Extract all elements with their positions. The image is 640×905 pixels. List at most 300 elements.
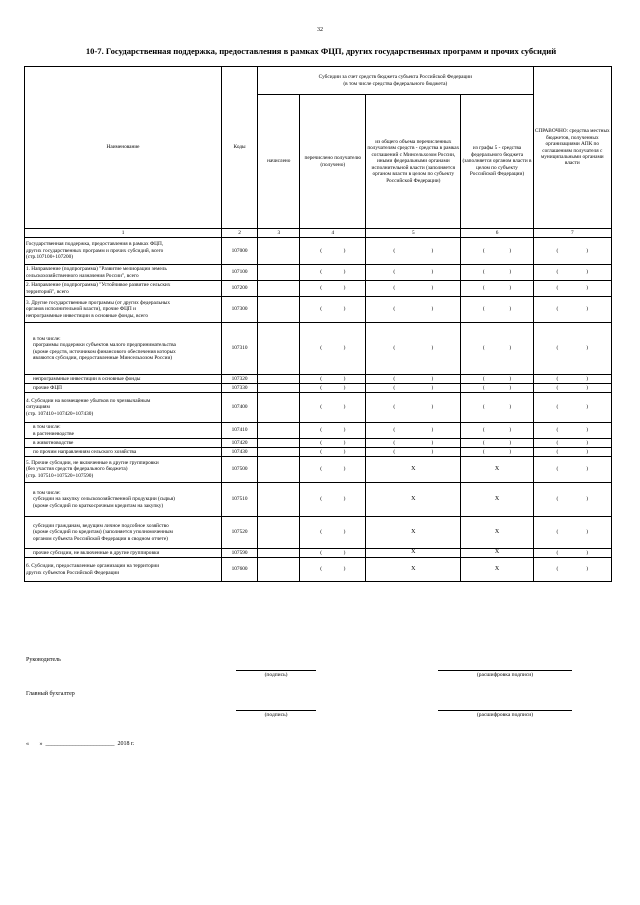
cell-accrued[interactable] xyxy=(258,265,300,281)
row-name xyxy=(25,549,222,558)
paren-open: ( xyxy=(482,345,485,352)
paren-close: ) xyxy=(343,285,346,292)
cell-col6[interactable] xyxy=(461,393,533,423)
row-name-line: в том числе: xyxy=(33,489,61,496)
paren-open: ( xyxy=(393,439,396,446)
paren-open: ( xyxy=(320,566,322,573)
cell-col5[interactable] xyxy=(366,423,461,439)
paren-open: ( xyxy=(482,375,485,382)
head-signature-caption: (подпись) xyxy=(264,672,288,678)
cell-transferred[interactable] xyxy=(300,448,366,457)
column-number-4: 4 xyxy=(300,229,366,238)
row-name-line: ситуациям xyxy=(26,404,50,411)
paren-open: ( xyxy=(320,466,322,473)
cell-col6: X xyxy=(461,549,533,558)
row-name xyxy=(25,483,222,517)
paren-open: ( xyxy=(320,384,322,391)
paren-open: ( xyxy=(482,247,485,254)
paren-close: ) xyxy=(586,566,589,573)
paren-close: ) xyxy=(343,529,346,536)
paren-open: ( xyxy=(393,306,396,313)
cell-col5: X xyxy=(366,558,461,582)
header-col6: из графы 5 - средства федерального бюджета (заполняется органом власти в целом по субъекту Российской Федерации) xyxy=(461,95,533,229)
row-name-line: Государственная поддержка, предоставления в рамках ФЦП, xyxy=(26,241,164,248)
accountant-decode-caption: (расшифровка подписи) xyxy=(476,712,534,718)
paren-close: ) xyxy=(509,269,512,276)
paren-open: ( xyxy=(556,566,559,573)
cell-col6[interactable] xyxy=(461,439,533,448)
paren-close: ) xyxy=(343,345,346,352)
row-name-line: (кроме субсидий по кредитам) (заполняется уполномоченным xyxy=(33,529,173,536)
paren-close: ) xyxy=(509,306,512,313)
cell-accrued[interactable] xyxy=(258,483,300,517)
row-name-line: сельскохозяйственного назначения России", всего xyxy=(26,272,139,279)
page-title: 10-7. Государственная поддержка, предоставления в рамках ФЦП, других государственных программ и прочих субсидий xyxy=(85,46,557,56)
row-code: 107590 xyxy=(222,549,258,558)
cell-col6[interactable] xyxy=(461,323,533,375)
paren-open: ( xyxy=(320,306,322,313)
head-signature-line xyxy=(236,670,316,671)
paren-close: ) xyxy=(431,285,434,292)
cell-accrued[interactable] xyxy=(258,439,300,448)
table-row xyxy=(25,375,612,384)
paren-open: ( xyxy=(393,448,396,455)
cell-col6: X xyxy=(461,517,533,549)
row-name xyxy=(25,517,222,549)
row-name-line: 6. Субсидии, предоставленные организации на территории xyxy=(26,563,160,570)
row-name xyxy=(25,448,222,457)
row-name xyxy=(25,281,222,297)
paren-open: ( xyxy=(482,427,485,434)
row-name-line: (кроме субсидий по краткосрочным кредитам на закупку) xyxy=(33,502,164,509)
cell-col6: X xyxy=(461,457,533,483)
cell-reference[interactable] xyxy=(533,483,611,517)
table-row xyxy=(25,238,612,265)
paren-close: ) xyxy=(586,247,589,254)
cell-transferred[interactable] xyxy=(300,323,366,375)
paren-open: ( xyxy=(393,269,396,276)
paren-close: ) xyxy=(431,439,434,446)
cell-reference[interactable] xyxy=(533,297,611,323)
paren-open: ( xyxy=(393,345,396,352)
paren-open: ( xyxy=(320,496,322,503)
cell-accrued[interactable] xyxy=(258,517,300,549)
row-code: 107000 xyxy=(222,238,258,265)
row-name-line: 5. Прочие субсидии, не включенные в другие группировки xyxy=(26,459,159,466)
table-row xyxy=(25,323,612,375)
cell-col6: X xyxy=(461,558,533,582)
accountant-label: Главный бухгалтер xyxy=(26,691,75,697)
cell-reference[interactable] xyxy=(533,457,611,483)
cell-col6[interactable] xyxy=(461,384,533,393)
cell-reference[interactable] xyxy=(533,448,611,457)
header-accrued: начислено xyxy=(258,95,300,229)
row-name-line: являются субсидии, предоставленные Минсельхозом России) xyxy=(33,354,173,361)
row-name xyxy=(25,439,222,448)
row-name-line: 2. Направление (подпрограмма) "Устойчивое развитие сельских xyxy=(26,282,171,289)
column-number-7: 7 xyxy=(533,229,611,238)
cell-accrued[interactable] xyxy=(258,448,300,457)
row-code: 107430 xyxy=(222,448,258,457)
table-row xyxy=(25,483,612,517)
cell-col6[interactable] xyxy=(461,297,533,323)
row-name-line: (стр. 107410+107420+107430) xyxy=(26,410,94,417)
paren-close: ) xyxy=(343,448,346,455)
paren-close: ) xyxy=(431,345,434,352)
row-name-line: в том числе: xyxy=(33,424,61,431)
paren-open: ( xyxy=(320,404,322,411)
header-reference: СПРАВОЧНО: средства местных бюджетов, полученных организациями АПК по соглашениям получателя с муниципальными органами власти xyxy=(533,67,611,229)
row-code: 107420 xyxy=(222,439,258,448)
paren-close: ) xyxy=(586,375,589,382)
table-row xyxy=(25,265,612,281)
paren-open: ( xyxy=(393,247,396,254)
head-decode-line xyxy=(438,670,572,671)
paren-open: ( xyxy=(556,404,559,411)
cell-col6[interactable] xyxy=(461,265,533,281)
paren-open: ( xyxy=(482,269,485,276)
paren-close: ) xyxy=(509,384,512,391)
row-name xyxy=(25,375,222,384)
row-name-line: 4. Субсидии на возмещение убытков по чрезвычайным xyxy=(26,397,151,404)
paren-close: ) xyxy=(586,549,589,556)
row-name-line: органов исполнительной власти), прочие ФЦП и xyxy=(26,306,136,313)
row-name xyxy=(25,265,222,281)
cell-col5[interactable] xyxy=(366,238,461,265)
paren-close: ) xyxy=(586,466,589,473)
paren-open: ( xyxy=(393,375,396,382)
cell-transferred[interactable] xyxy=(300,375,366,384)
row-name-line: (без участия средств федерального бюджета) xyxy=(26,466,128,473)
column-number-3: 3 xyxy=(258,229,300,238)
cell-transferred[interactable] xyxy=(300,238,366,265)
paren-close: ) xyxy=(431,448,434,455)
paren-open: ( xyxy=(320,439,322,446)
paren-close: ) xyxy=(343,496,346,503)
cell-accrued[interactable] xyxy=(258,375,300,384)
cell-col6: X xyxy=(461,483,533,517)
paren-close: ) xyxy=(431,247,434,254)
row-name-line: в том числе: xyxy=(33,335,61,342)
date-line: « » _______________________ 2018 г. xyxy=(26,741,135,747)
paren-open: ( xyxy=(320,285,322,292)
subsidies-table xyxy=(24,66,612,582)
paren-close: ) xyxy=(586,529,589,536)
row-name-line: 1. Направление (подпрограмма) "Развитие мелиорации земель xyxy=(26,266,167,273)
paren-open: ( xyxy=(556,496,559,503)
paren-close: ) xyxy=(509,375,512,382)
accountant-signature-line xyxy=(236,710,316,711)
paren-open: ( xyxy=(556,306,559,313)
paren-open: ( xyxy=(320,345,322,352)
row-name-line: субсидии на закупку сельскохозяйственной продукции (сырья) xyxy=(33,496,175,503)
row-name-line: других государственных программ и прочих субсидий, всего xyxy=(26,247,164,254)
row-code: 107310 xyxy=(222,323,258,375)
paren-close: ) xyxy=(509,345,512,352)
table-row xyxy=(25,297,612,323)
paren-close: ) xyxy=(431,269,434,276)
cell-reference[interactable] xyxy=(533,384,611,393)
row-name-line: непрограммные инвестиции в основные фонды, всего xyxy=(26,312,148,319)
cell-reference[interactable] xyxy=(533,281,611,297)
paren-close: ) xyxy=(431,375,434,382)
cell-reference[interactable] xyxy=(533,375,611,384)
row-name-line: других субъектов Российской Федерации xyxy=(26,569,120,576)
paren-close: ) xyxy=(343,439,346,446)
cell-accrued[interactable] xyxy=(258,549,300,558)
cell-accrued[interactable] xyxy=(258,457,300,483)
cell-col5[interactable] xyxy=(366,323,461,375)
table-row xyxy=(25,439,612,448)
cell-transferred[interactable] xyxy=(300,439,366,448)
paren-open: ( xyxy=(482,306,485,313)
cell-reference[interactable] xyxy=(533,439,611,448)
cell-col5[interactable] xyxy=(366,384,461,393)
paren-open: ( xyxy=(556,247,559,254)
cell-col6[interactable] xyxy=(461,423,533,439)
cell-col5: X xyxy=(366,483,461,517)
cell-col5: X xyxy=(366,517,461,549)
column-number-2: 2 xyxy=(222,229,258,238)
row-code: 107320 xyxy=(222,375,258,384)
cell-transferred[interactable] xyxy=(300,265,366,281)
paren-open: ( xyxy=(320,549,322,556)
row-name-line: прочие ФЦП xyxy=(33,384,63,391)
paren-open: ( xyxy=(393,427,396,434)
paren-open: ( xyxy=(482,285,485,292)
cell-col6[interactable] xyxy=(461,375,533,384)
cell-col5[interactable] xyxy=(366,297,461,323)
paren-close: ) xyxy=(509,448,512,455)
row-name-line: (стр.107100+107200) xyxy=(26,254,73,261)
cell-reference[interactable] xyxy=(533,558,611,582)
row-name-line: 3. Другие государственные программы (от других федеральных xyxy=(26,299,171,306)
cell-accrued[interactable] xyxy=(258,281,300,297)
row-name xyxy=(25,393,222,423)
paren-close: ) xyxy=(343,375,346,382)
header-name: Наименование xyxy=(25,67,222,229)
cell-accrued[interactable] xyxy=(258,384,300,393)
table-row xyxy=(25,384,612,393)
column-number-5: 5 xyxy=(366,229,461,238)
paren-close: ) xyxy=(431,427,434,434)
row-name-line: (стр. 107510+107520+107590) xyxy=(26,472,94,479)
cell-transferred[interactable] xyxy=(300,483,366,517)
row-name-line: прочие субсидии, не включенные в другие группировки xyxy=(33,549,160,556)
paren-close: ) xyxy=(431,404,434,411)
cell-accrued[interactable] xyxy=(258,323,300,375)
paren-close: ) xyxy=(586,404,589,411)
row-name-line: территорий", всего xyxy=(26,288,69,295)
paren-open: ( xyxy=(320,269,322,276)
row-name xyxy=(25,323,222,375)
paren-open: ( xyxy=(393,285,396,292)
paren-close: ) xyxy=(586,496,589,503)
paren-open: ( xyxy=(556,427,559,434)
accountant-decode-line xyxy=(438,710,572,711)
paren-open: ( xyxy=(320,375,322,382)
cell-reference[interactable] xyxy=(533,323,611,375)
cell-col5[interactable] xyxy=(366,448,461,457)
row-name-line: органом субъекта Российской Федерации в сводном отчете) xyxy=(33,535,168,542)
row-name-line: субсидии гражданам, ведущим личное подсобное хозяйство xyxy=(33,522,169,529)
cell-accrued[interactable] xyxy=(258,423,300,439)
paren-close: ) xyxy=(343,466,346,473)
cell-reference[interactable] xyxy=(533,517,611,549)
cell-col5[interactable] xyxy=(366,439,461,448)
paren-close: ) xyxy=(343,566,346,573)
paren-open: ( xyxy=(393,384,396,391)
cell-accrued[interactable] xyxy=(258,558,300,582)
paren-open: ( xyxy=(556,466,559,473)
cell-reference[interactable] xyxy=(533,238,611,265)
row-code: 107410 xyxy=(222,423,258,439)
column-numbers-row xyxy=(25,229,612,238)
cell-transferred[interactable] xyxy=(300,549,366,558)
row-name-line: программы поддержки субъектов малого предпринимательства xyxy=(33,342,176,349)
paren-close: ) xyxy=(343,247,346,254)
head-label: Руководитель xyxy=(26,657,61,663)
cell-transferred[interactable] xyxy=(300,281,366,297)
paren-close: ) xyxy=(343,384,346,391)
cell-col6[interactable] xyxy=(461,238,533,265)
header-col5: из общего объема перечисленных получателям средств - средства в рамках соглашений с Минсельхозом России, иными федеральными органами исполнительной власти (заполняется органом власти в целом по субъекту Российской Федерации) xyxy=(366,95,461,229)
header-group xyxy=(258,67,533,95)
cell-col6[interactable] xyxy=(461,281,533,297)
paren-close: ) xyxy=(509,427,512,434)
cell-col5: X xyxy=(366,457,461,483)
row-code: 107600 xyxy=(222,558,258,582)
table-row xyxy=(25,281,612,297)
paren-close: ) xyxy=(343,306,346,313)
paren-close: ) xyxy=(586,269,589,276)
cell-col6[interactable] xyxy=(461,448,533,457)
cell-transferred[interactable] xyxy=(300,384,366,393)
paren-close: ) xyxy=(586,285,589,292)
table-row xyxy=(25,393,612,423)
paren-close: ) xyxy=(586,306,589,313)
accountant-signature-caption: (подпись) xyxy=(264,712,288,718)
paren-close: ) xyxy=(586,448,589,455)
row-name xyxy=(25,297,222,323)
paren-close: ) xyxy=(431,306,434,313)
cell-accrued[interactable] xyxy=(258,393,300,423)
row-code: 107200 xyxy=(222,281,258,297)
cell-col5[interactable] xyxy=(366,265,461,281)
cell-col5[interactable] xyxy=(366,375,461,384)
row-code: 107300 xyxy=(222,297,258,323)
header-codes: Коды xyxy=(222,67,258,229)
paren-close: ) xyxy=(509,247,512,254)
row-name-line: в животноводстве xyxy=(33,439,74,446)
row-name-line: непрограммные инвестиции в основные фонды xyxy=(33,375,141,382)
paren-open: ( xyxy=(482,448,485,455)
table-row xyxy=(25,448,612,457)
row-name xyxy=(25,457,222,483)
paren-open: ( xyxy=(393,404,396,411)
header-group-title: Субсидии за счет средств бюджета субъекта Российской Федерации xyxy=(318,74,472,81)
row-code: 107100 xyxy=(222,265,258,281)
row-code: 107400 xyxy=(222,393,258,423)
page-number: 32 xyxy=(317,27,323,33)
cell-col5: X xyxy=(366,549,461,558)
paren-close: ) xyxy=(343,404,346,411)
cell-reference[interactable] xyxy=(533,549,611,558)
paren-close: ) xyxy=(509,404,512,411)
paren-close: ) xyxy=(509,285,512,292)
header-group-subtitle: (в том числе средства федерального бюджета) xyxy=(343,80,448,87)
cell-transferred[interactable] xyxy=(300,297,366,323)
cell-reference[interactable] xyxy=(533,265,611,281)
cell-reference[interactable] xyxy=(533,423,611,439)
cell-accrued[interactable] xyxy=(258,238,300,265)
row-code: 107330 xyxy=(222,384,258,393)
header-transferred: перечислено получателю (получено) xyxy=(300,95,366,229)
row-name-line: в растениеводстве xyxy=(33,430,75,437)
table-body xyxy=(25,238,612,582)
cell-accrued[interactable] xyxy=(258,297,300,323)
paren-close: ) xyxy=(343,427,346,434)
row-code: 107510 xyxy=(222,483,258,517)
row-name-line: (кроме средств, источником финансового обеспечения которых xyxy=(33,348,176,355)
table-row xyxy=(25,558,612,582)
paren-close: ) xyxy=(586,345,589,352)
cell-transferred[interactable] xyxy=(300,423,366,439)
paren-open: ( xyxy=(556,375,559,382)
table-row xyxy=(25,457,612,483)
paren-open: ( xyxy=(556,549,559,556)
row-name xyxy=(25,384,222,393)
row-code: 107500 xyxy=(222,457,258,483)
cell-transferred[interactable] xyxy=(300,517,366,549)
paren-close: ) xyxy=(343,269,346,276)
paren-open: ( xyxy=(556,269,559,276)
table-row xyxy=(25,549,612,558)
paren-close: ) xyxy=(586,427,589,434)
paren-open: ( xyxy=(320,427,322,434)
cell-col5[interactable] xyxy=(366,393,461,423)
paren-close: ) xyxy=(586,439,589,446)
cell-transferred[interactable] xyxy=(300,393,366,423)
paren-open: ( xyxy=(556,285,559,292)
paren-open: ( xyxy=(556,384,559,391)
row-name-line: по прочим направлениям сельского хозяйства xyxy=(33,448,137,455)
column-number-6: 6 xyxy=(461,229,533,238)
cell-reference[interactable] xyxy=(533,393,611,423)
column-number-1: 1 xyxy=(25,229,222,238)
cell-transferred[interactable] xyxy=(300,457,366,483)
row-name xyxy=(25,423,222,439)
row-name xyxy=(25,238,222,265)
row-code: 107520 xyxy=(222,517,258,549)
paren-open: ( xyxy=(482,404,485,411)
row-name xyxy=(25,558,222,582)
paren-open: ( xyxy=(482,439,485,446)
paren-open: ( xyxy=(556,345,559,352)
paren-open: ( xyxy=(320,529,322,536)
paren-open: ( xyxy=(556,448,559,455)
paren-open: ( xyxy=(556,439,559,446)
paren-close: ) xyxy=(586,384,589,391)
paren-open: ( xyxy=(556,529,559,536)
paren-open: ( xyxy=(482,384,485,391)
cell-col5[interactable] xyxy=(366,281,461,297)
cell-transferred[interactable] xyxy=(300,558,366,582)
table-row xyxy=(25,423,612,439)
head-decode-caption: (расшифровка подписи) xyxy=(476,672,534,678)
paren-open: ( xyxy=(320,247,322,254)
paren-open: ( xyxy=(320,448,322,455)
